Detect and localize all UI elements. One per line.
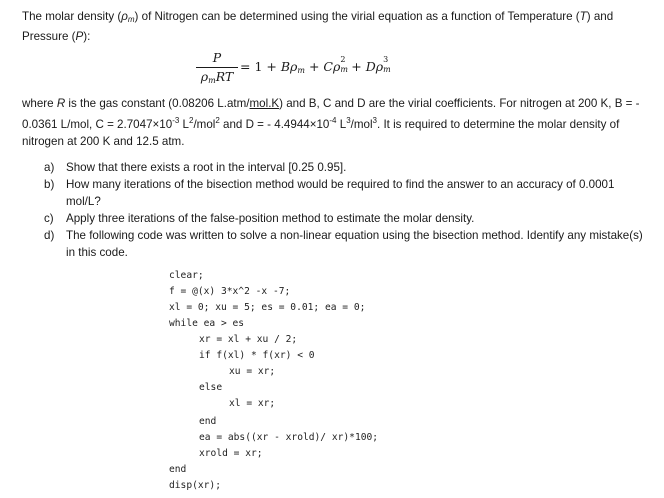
rho-subscript: m [297, 66, 305, 75]
question-marker: a) [44, 161, 55, 174]
rho-term: ρ [375, 59, 384, 74]
para-text: ) and B, C and D are the virial coefficients. For nitrogen at 200 K, B = - 0.0361 L/mol, C = 2.7047×10 [22, 97, 640, 131]
intro-text: ) of Nitrogen can be determined using the virial equation as a function of Temperature ( [134, 10, 580, 23]
code-line: clear; [169, 270, 204, 281]
exponent: 3 [346, 116, 351, 125]
para-text: L [336, 118, 347, 131]
temperature-symbol: T [579, 10, 587, 23]
question-marker: d) [44, 229, 55, 242]
unit-link[interactable]: mol.K [249, 97, 280, 110]
code-line: ea = abs((xr - xrold)/ xr)*100; [199, 432, 379, 443]
question-text: Apply three iterations of the false-position method to estimate the molar density. [66, 212, 475, 225]
para-text: L [179, 118, 189, 131]
code-line: xu = xr; [229, 366, 276, 377]
code-line: end [199, 416, 217, 427]
code-line: xl = 0; xu = 5; es = 0.01; ea = 0; [169, 302, 366, 313]
question-marker: c) [44, 212, 54, 225]
description-paragraph [22, 95, 652, 150]
virial-equation [196, 48, 496, 88]
coef-C: C [323, 59, 333, 74]
code-line: while ea > es [169, 318, 245, 329]
exponent: -4 [329, 116, 337, 125]
fraction-numerator: P [212, 50, 222, 65]
question-item [44, 159, 644, 176]
rho-subscript: m [340, 65, 348, 74]
exponent: 2 [215, 116, 220, 125]
code-line: xr = xl + xu / 2; [199, 334, 298, 345]
para-text: /mol [350, 118, 373, 131]
code-line: end [169, 464, 187, 475]
intro-text: The molar density ( [22, 10, 122, 23]
question-text: The following code was written to solve a non-linear equation using the bisection method. Identify any mistake(s) in this code. [66, 229, 643, 259]
equation-fraction [196, 48, 238, 88]
code-line: disp(xr); [169, 480, 221, 491]
coef-B: B [280, 59, 291, 74]
question-text: How many iterations of the bisection method would be required to find the answer to an accuracy of 0.0001 mol/L? [66, 178, 615, 208]
den-RT: RT [215, 69, 234, 84]
code-line: xrold = xr; [199, 448, 263, 459]
power-3: 3 [383, 55, 389, 64]
gas-constant-symbol: R [56, 97, 66, 110]
para-text: . It is required to determine the molar density of nitrogen at 200 K and 12.5 atm. [22, 118, 620, 148]
code-line: if f(xl) * f(xr) < 0 [199, 350, 315, 361]
power-2: 2 [340, 55, 346, 64]
para-text: /mol [193, 118, 216, 131]
para-text: is the gas constant (0.08206 L.atm/ [65, 97, 250, 110]
code-line: f = @(x) 3*x^2 -x -7; [169, 286, 291, 297]
para-text: and D = - 4.4944×10 [219, 118, 330, 131]
question-item [44, 210, 644, 227]
code-line: xl = xr; [229, 398, 276, 409]
question-text: Show that there exists a root in the interval [0.25 0.95]. [66, 161, 347, 174]
exponent: 2 [188, 116, 194, 125]
question-item [44, 227, 644, 261]
intro-text: ) and Pressure ( [22, 10, 614, 43]
equation-rhs [240, 55, 391, 75]
question-list [44, 159, 644, 261]
question-marker: b) [44, 178, 55, 191]
para-text: where [22, 97, 57, 110]
den-rho: ρ [200, 69, 209, 84]
fraction-denominator [196, 69, 238, 85]
rho-subscript: m [383, 65, 391, 74]
rho-symbol: ρ [121, 10, 128, 23]
question-item [44, 176, 644, 210]
intro-paragraph [22, 8, 652, 45]
rhs-prefix: = 1 + [240, 59, 281, 74]
rho-term: ρ [290, 59, 298, 74]
pressure-symbol: P [75, 30, 84, 43]
rho-subscript: m [127, 15, 135, 24]
code-line: else [199, 382, 223, 393]
den-rho-subscript: m [208, 76, 216, 85]
intro-text: ): [83, 30, 91, 43]
coef-D: D [365, 59, 376, 74]
plus-sign: + [347, 59, 366, 74]
fraction-bar [196, 67, 238, 68]
plus-sign: + [304, 59, 324, 74]
exponent: -3 [172, 116, 180, 125]
rho-term: ρ [332, 59, 341, 74]
exponent: 3 [372, 116, 377, 125]
